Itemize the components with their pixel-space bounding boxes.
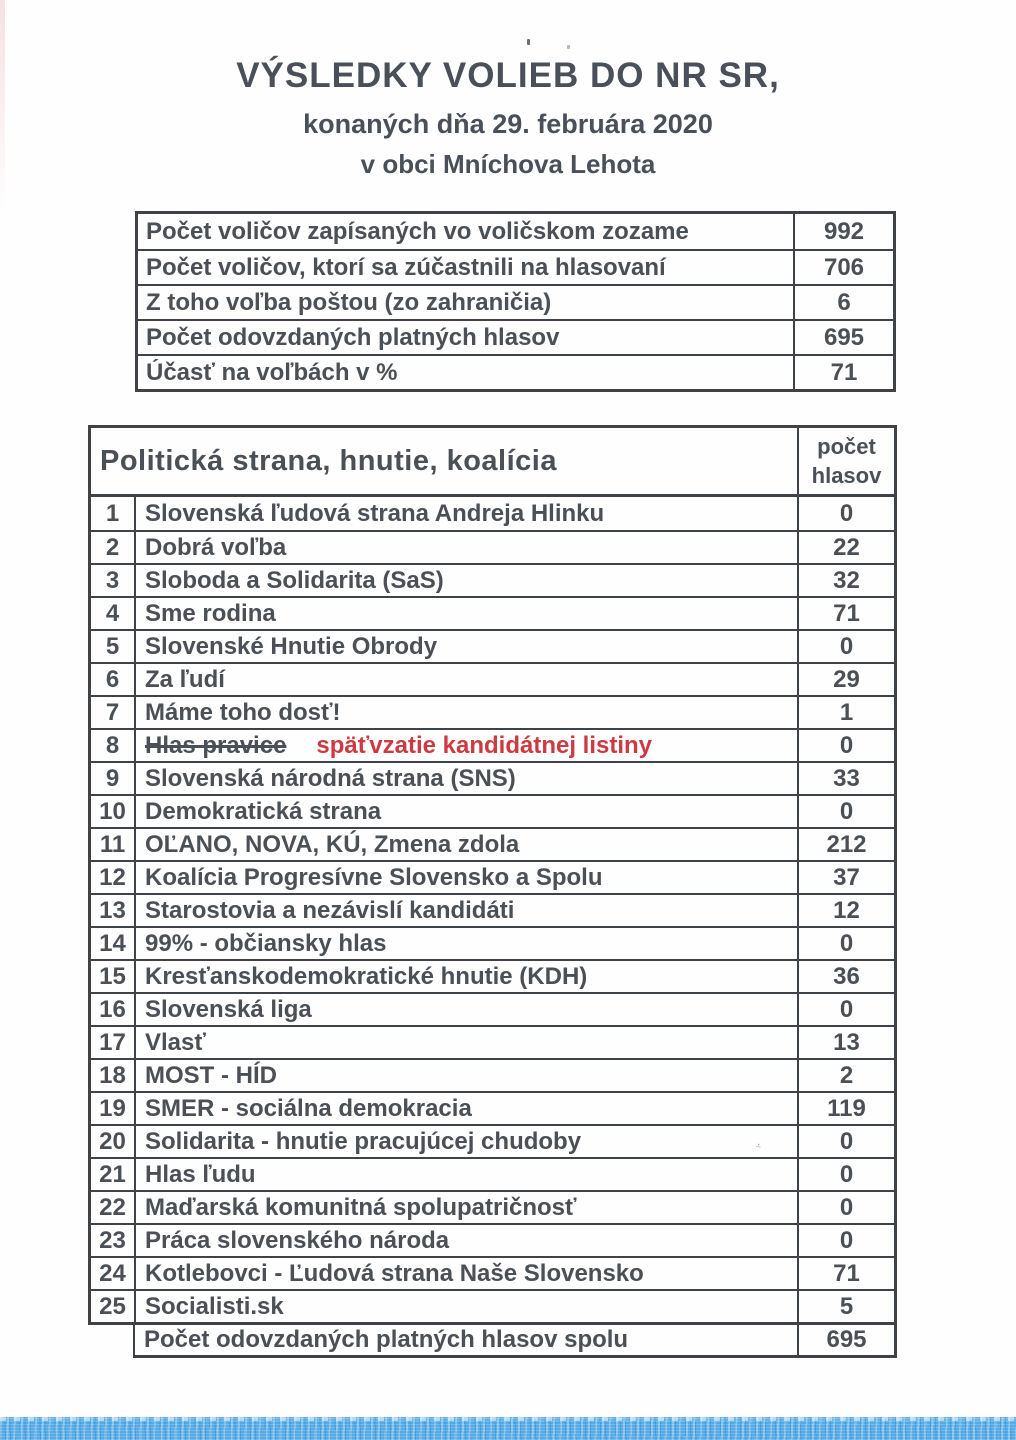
result-row-votes: 37: [797, 862, 894, 893]
result-row-votes: 12: [797, 895, 894, 926]
result-row: [91, 695, 894, 728]
summary-row-label: Účasť na voľbách v %: [146, 358, 398, 386]
result-row: [91, 596, 894, 629]
party-name: MOST - HÍD: [145, 1061, 277, 1089]
party-name: Slovenské Hnutie Obrody: [145, 632, 438, 660]
party-name: Kotlebovci - Ľudová strana Naše Slovensko: [145, 1259, 644, 1287]
result-row-party: [136, 796, 797, 827]
result-row: [91, 1223, 894, 1256]
result-row: [91, 530, 894, 563]
result-row-party: [136, 1225, 797, 1256]
result-row-party: [136, 497, 797, 530]
result-row-party: [136, 631, 797, 662]
result-row: [91, 827, 894, 860]
result-row-number: 2: [91, 532, 136, 563]
summary-row-label: Z toho voľba poštou (zo zahraničia): [146, 288, 552, 316]
result-row-party: [136, 1291, 797, 1322]
party-name: OĽANO, NOVA, KÚ, Zmena zdola: [145, 830, 520, 858]
party-name: Práca slovenského národa: [145, 1226, 450, 1254]
votes-header-line2: hlasov: [811, 463, 882, 488]
result-row-number: 13: [91, 895, 136, 926]
party-annotation: späťvzatie kandidátnej listiny: [316, 731, 653, 759]
result-row-number: 11: [91, 829, 136, 860]
result-row-number: 14: [91, 928, 136, 959]
party-name: Za ľudí: [145, 665, 225, 693]
result-row-number: 23: [91, 1225, 136, 1256]
result-row-party: [136, 664, 797, 695]
party-name: Hlas pravice: [145, 731, 287, 759]
result-row-votes: 36: [797, 961, 894, 992]
result-row: [91, 1256, 894, 1289]
scan-edge-tint: [0, 0, 5, 212]
result-row-party: [136, 961, 797, 992]
result-row-votes: 32: [797, 565, 894, 596]
summary-row: [138, 214, 893, 249]
party-name: Sloboda a Solidarita (SaS): [145, 566, 444, 594]
result-row: [91, 629, 894, 662]
pencil-mark-artifact: ⁻̇: [753, 1141, 763, 1157]
party-name: Maďarská komunitná spolupatričnosť: [145, 1193, 577, 1221]
document-title: VÝSLEDKY VOLIEB DO NR SR,: [236, 56, 780, 95]
result-row-number: 25: [91, 1291, 136, 1322]
result-row-votes: 0: [797, 796, 894, 827]
result-row-votes: 0: [797, 1225, 894, 1256]
party-results-table: [88, 425, 897, 1358]
result-row-number: 10: [91, 796, 136, 827]
result-row-number: 6: [91, 664, 136, 695]
result-row-number: 4: [91, 598, 136, 629]
result-row-votes: 0: [797, 994, 894, 1025]
summary-row-value: 706: [793, 251, 893, 284]
result-row-number: 12: [91, 862, 136, 893]
party-name: Koalícia Progresívne Slovensko a Spolu: [145, 863, 603, 891]
result-row: [91, 728, 894, 761]
result-row: [91, 497, 894, 530]
party-name: Sme rodina: [145, 599, 276, 627]
result-row: [91, 1289, 894, 1322]
result-row-number: 5: [91, 631, 136, 662]
result-row-party: [136, 1126, 797, 1157]
result-row-votes: 29: [797, 664, 894, 695]
result-row-votes: 13: [797, 1027, 894, 1058]
party-name: Vlasť: [145, 1028, 206, 1056]
results-table-body: [88, 497, 897, 1325]
result-row-number: 7: [91, 697, 136, 728]
summary-row-label: Počet voličov, ktorí sa zúčastnili na hlasovaní: [146, 253, 666, 281]
result-row-votes: 0: [797, 1192, 894, 1223]
summary-row-value: 695: [793, 321, 893, 354]
summary-row: [138, 354, 893, 389]
result-row-party: [136, 994, 797, 1025]
summary-row: [138, 249, 893, 284]
result-row-votes: 1: [797, 697, 894, 728]
result-row-votes: 2: [797, 1060, 894, 1091]
result-row-party: [136, 1027, 797, 1058]
summary-row-label: Počet voličov zapísaných vo voličskom zozame: [146, 217, 689, 245]
party-name: SMER - sociálna demokracia: [145, 1094, 472, 1122]
result-row-votes: 212: [797, 829, 894, 860]
result-row-party: [136, 697, 797, 728]
result-row-votes: 0: [797, 497, 894, 530]
results-total-row: [133, 1325, 897, 1358]
result-row-number: 20: [91, 1126, 136, 1157]
result-row-number: 19: [91, 1093, 136, 1124]
result-row-number: 22: [91, 1192, 136, 1223]
result-row-party: [136, 598, 797, 629]
result-row-party: [136, 1258, 797, 1289]
party-name: Máme toho dosť!: [145, 698, 341, 726]
result-row: [91, 992, 894, 1025]
result-row: [91, 794, 894, 827]
result-row-party: [136, 862, 797, 893]
result-row-number: 9: [91, 763, 136, 794]
party-name: Slovenská národná strana (SNS): [145, 764, 516, 792]
result-row-number: 8: [91, 730, 136, 761]
blue-marker-strip: [0, 1417, 1016, 1440]
result-row-party: [136, 1159, 797, 1190]
result-row-votes: 0: [797, 928, 894, 959]
result-row: [91, 860, 894, 893]
result-row-party: [136, 895, 797, 926]
result-row-party: [136, 730, 797, 761]
result-row-votes: 71: [797, 1258, 894, 1289]
result-row: [91, 893, 894, 926]
result-row: [91, 1091, 894, 1124]
scan-speck: [527, 39, 530, 45]
votes-header-line1: počet: [817, 434, 876, 459]
result-row-number: 24: [91, 1258, 136, 1289]
result-row-votes: 71: [797, 598, 894, 629]
result-row-votes: 0: [797, 1126, 894, 1157]
results-table-header-row: [88, 425, 897, 497]
summary-row-value: 992: [793, 214, 893, 249]
result-row-party: [136, 763, 797, 794]
scan-speck: [567, 45, 570, 49]
party-name: Dobrá voľba: [145, 533, 287, 561]
result-row-votes: 33: [797, 763, 894, 794]
result-row-number: 17: [91, 1027, 136, 1058]
result-row-number: 1: [91, 497, 136, 530]
party-column-header: Politická strana, hnutie, koalícia: [100, 444, 557, 477]
party-name: Solidarita - hnutie pracujúcej chudoby: [145, 1127, 582, 1155]
result-row: [91, 1157, 894, 1190]
result-row: [91, 761, 894, 794]
party-name: Slovenská ľudová strana Andreja Hlinku: [145, 499, 605, 527]
result-row: [91, 1124, 894, 1157]
result-row-party: [136, 1093, 797, 1124]
result-row-number: 3: [91, 565, 136, 596]
result-row-party: [136, 565, 797, 596]
result-row: [91, 1190, 894, 1223]
result-row-party: [136, 1192, 797, 1223]
result-row: [91, 563, 894, 596]
result-row-votes: 0: [797, 1159, 894, 1190]
results-total-value: 695: [797, 1325, 894, 1355]
summary-row-label: Počet odovzdaných platných hlasov: [146, 323, 560, 351]
result-row-votes: 0: [797, 631, 894, 662]
result-row-number: 15: [91, 961, 136, 992]
votes-column-header: [797, 428, 894, 494]
party-name: 99% - občiansky hlas: [145, 929, 387, 957]
voter-summary-table: [135, 211, 896, 392]
document-subtitle-place: v obci Mníchova Lehota: [360, 149, 656, 179]
summary-row: [138, 284, 893, 319]
result-row-party: [136, 928, 797, 959]
party-name: Starostovia a nezávislí kandidáti: [145, 896, 515, 924]
result-row-party: [136, 829, 797, 860]
result-row: [91, 1025, 894, 1058]
result-row-party: [136, 1060, 797, 1091]
party-name: Slovenská liga: [145, 995, 312, 1023]
result-row-votes: 22: [797, 532, 894, 563]
document-subtitle-date: konaných dňa 29. februára 2020: [303, 109, 713, 139]
result-row-votes: 119: [797, 1093, 894, 1124]
result-row: [91, 662, 894, 695]
document-header: [0, 0, 1016, 180]
results-total-label: Počet odovzdaných platných hlasov spolu: [144, 1326, 629, 1353]
result-row-party: [136, 532, 797, 563]
summary-row-value: 6: [793, 286, 893, 319]
result-row-votes: 0: [797, 730, 894, 761]
result-row-votes: 5: [797, 1291, 894, 1322]
result-row: [91, 959, 894, 992]
result-row: [91, 1058, 894, 1091]
party-name: Kresťanskodemokratické hnutie (KDH): [145, 962, 588, 990]
party-name: Demokratická strana: [145, 797, 382, 825]
result-row: [91, 926, 894, 959]
result-row-number: 18: [91, 1060, 136, 1091]
result-row-number: 21: [91, 1159, 136, 1190]
summary-table-body: [138, 214, 893, 389]
summary-row-value: 71: [793, 356, 893, 389]
result-row-number: 16: [91, 994, 136, 1025]
party-name: Hlas ľudu: [145, 1160, 256, 1188]
summary-row: [138, 319, 893, 354]
party-name: Socialisti.sk: [145, 1292, 284, 1320]
